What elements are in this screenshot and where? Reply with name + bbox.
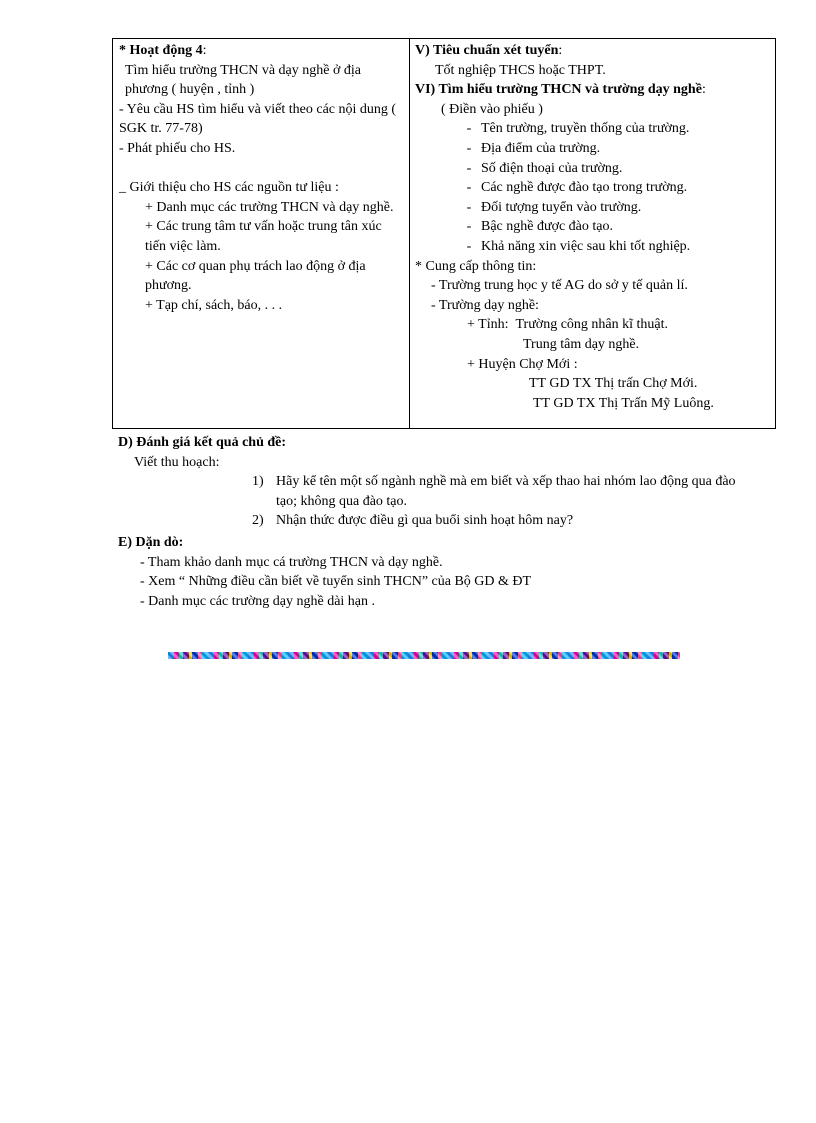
question-text: Hãy kể tên một số ngành nghề mà em biết và xếp thao hai nhóm lao động qua đào tạo; không qua đào tạo. (276, 474, 736, 509)
activity-heading-bold: * Hoạt động 4 (119, 43, 203, 58)
dash-icon: - (466, 121, 472, 137)
list-item (415, 119, 771, 139)
resource-item: + Tạp chí, sách, báo, . . . (145, 297, 283, 313)
question-number: 1) (252, 474, 264, 490)
criteria-heading (415, 41, 771, 61)
research-colon: : (701, 82, 706, 98)
list-item-text: Bậc nghề được đào tạo. (481, 219, 614, 235)
list-item (415, 159, 771, 179)
table-left-cell (119, 41, 401, 315)
list-item (415, 217, 771, 237)
activity-heading (119, 41, 401, 61)
resource-item: + Các trung tâm tư vấn hoặc trung tân xúc tiến việc làm. (145, 219, 382, 254)
district-label: + Huyện Chợ Mới : (467, 356, 578, 372)
list-item (415, 198, 771, 218)
question-2 (118, 511, 752, 531)
reminder-item: - Tham khảo danh mục cá trường THCN và dạy nghề. (140, 554, 443, 570)
province-item: Trường công nhân kĩ thuật. (515, 317, 669, 333)
list-item (415, 237, 771, 257)
list-item (415, 178, 771, 198)
list-item (415, 139, 771, 159)
resource-item: + Các cơ quan phụ trách lao động ở địa phương. (145, 258, 366, 294)
criteria-text: Tốt nghiệp THCS hoặc THPT. (435, 62, 606, 78)
table-right-cell (415, 41, 771, 413)
resource-item: + Danh mục các trường THCN và dạy nghề. (145, 199, 394, 215)
dash-icon: - (466, 219, 472, 235)
province-label: + Tỉnh: (467, 317, 509, 333)
provide-item: - Trường trung học y tế AG do sở y tế quản lí. (431, 278, 688, 294)
research-heading (415, 80, 771, 100)
list-item-text: Tên trường, truyền thống của trường. (481, 121, 690, 137)
dash-icon: - (466, 238, 472, 254)
provide-item: - Trường dạy nghề: (431, 297, 539, 313)
table-divider (409, 39, 410, 428)
question-number: 2) (252, 513, 264, 529)
question-text: Nhận thức được điều gì qua buổi sinh hoạt hôm nay? (276, 513, 574, 529)
resources-intro: _ Giới thiệu cho HS các nguồn tư liệu : (119, 180, 339, 196)
decorative-divider-bar (168, 652, 680, 659)
district-item: TT GD TX Thị trấn Chợ Mới. (529, 376, 698, 392)
province-item: Trung tâm dạy nghề. (523, 336, 640, 352)
dash-icon: - (466, 180, 472, 196)
reminder-heading: E) Dặn dò: (118, 534, 184, 550)
research-sub: ( Điền vào phiếu ) (441, 101, 543, 117)
blank-line (119, 159, 401, 179)
activity-desc: Tìm hiểu trường THCN và dạy nghề ở địa phương ( huyện , tỉnh ) (125, 62, 361, 98)
reminder-item: - Xem “ Những điều cần biết về tuyển sinh THCN” của Bộ GD & ĐT (140, 574, 532, 590)
reminder-item: - Danh mục các trường dạy nghề dài hạn . (140, 593, 376, 609)
list-item-text: Số điện thoại của trường. (481, 160, 623, 176)
section-evaluation (118, 433, 778, 611)
dash-icon: - (466, 199, 472, 215)
research-heading-bold: VI) Tìm hiểu trường THCN và trường dạy nghề (415, 82, 702, 98)
list-item-text: Đối tượng tuyển vào trường. (481, 199, 642, 215)
activity-handout: - Phát phiếu cho HS. (119, 140, 236, 156)
province-row (415, 315, 771, 335)
dash-icon: - (466, 160, 472, 176)
content-table (112, 38, 776, 429)
list-item-text: Khả năng xin việc sau khi tốt nghiệp. (481, 238, 691, 254)
district-item: TT GD TX Thị Trấn Mỹ Luông. (533, 395, 714, 411)
list-item-text: Địa điểm của trường. (481, 140, 601, 156)
activity-heading-colon: : (202, 43, 207, 58)
criteria-heading-bold: V) Tiêu chuẩn xét tuyển (415, 43, 559, 58)
dash-icon: - (466, 140, 472, 156)
activity-req: - Yêu cầu HS tìm hiểu và viết theo các nội dung ( SGK tr. 77-78) (119, 101, 397, 137)
evaluation-heading: D) Đánh giá kết quả chủ đề: (118, 435, 287, 450)
provide-heading: * Cung cấp thông tin: (415, 258, 537, 274)
question-1 (118, 472, 752, 511)
list-item-text: Các nghề được đào tạo trong trường. (481, 180, 688, 196)
evaluation-intro: Viết thu hoạch: (134, 454, 220, 470)
criteria-colon: : (558, 43, 563, 58)
